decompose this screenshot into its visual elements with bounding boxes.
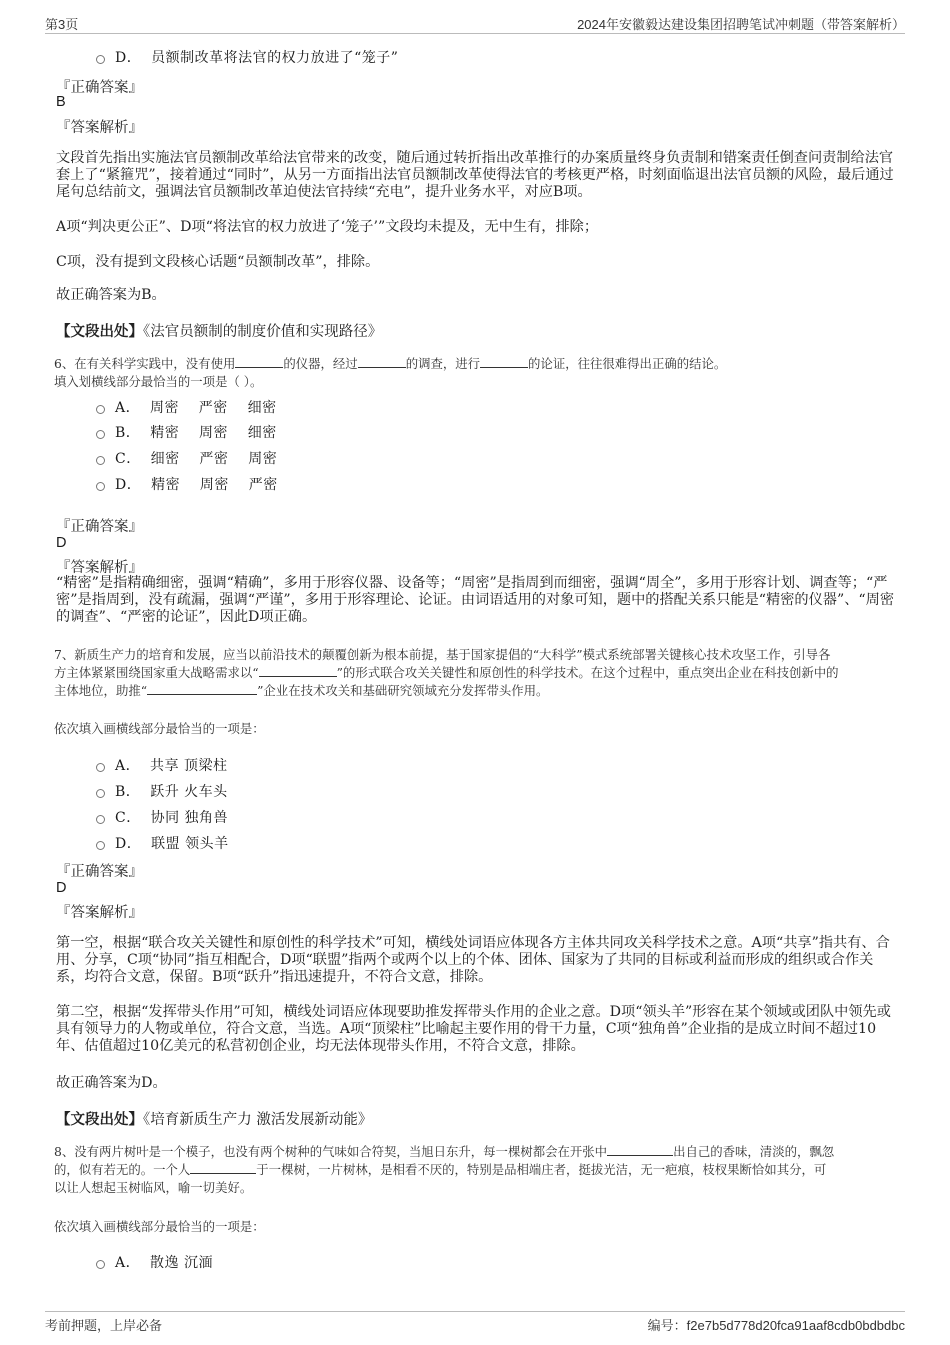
- q7-prompt: 依次填入画横线部分最恰当的一项是：: [54, 721, 265, 736]
- q7-stem: 7、新质生产力的培育和发展，应当以前沿技术的颠覆创新为根本前提，基于国家提倡的“大科学”模式系统部署关键核心技术攻坚工作，引导各 方主体紧紧围绕国家重大战略需求以“ ”的形式联合攻关关键性和原创性的科学技术。在这个过程中，重点突出企业在科技创新中的 主体地位，助推“ ”企业在技术攻关和基础研究领域充分发挥带头作用。: [54, 647, 839, 698]
- q7-answer: D: [56, 880, 67, 896]
- q5-analysis-p2: A项“判决更公正”、D项“将法官的权力放进了‘笼子’”文段均未提及，无中生有，排除；: [56, 219, 599, 235]
- q5-answer: B: [56, 94, 66, 110]
- source-prefix: 【文段出处】: [56, 323, 143, 340]
- q7-option-c[interactable]: C． 协同 独角兽: [96, 807, 228, 827]
- fill-blank: [190, 1173, 256, 1174]
- q8-option-a[interactable]: A． 散逸 沉湎: [96, 1252, 213, 1272]
- fill-blank: [480, 367, 528, 368]
- radio-icon[interactable]: [96, 456, 105, 465]
- q7-answer-label: 『正确答案』: [56, 864, 143, 880]
- page-header: [45, 14, 905, 34]
- q5-analysis-p1: 文段首先指出实施法官员额制改革给法官带来的改变，随后通过转折指出改革推行的办案质量终身负责制和错案责任倒查问责制给法官套上了“紧箍咒”，接着通过“同时”，从另一方面指出法官员额制改革使得法官的考核更严格，时刻面临退出法官员额的风险，最后通过尾句总结前文，强调法官员额制改革迫使法官持续“充电”，提升业务水平，对应B项。: [56, 150, 894, 200]
- source-title: 《培育新质生产力 激活发展新动能》: [143, 1112, 373, 1128]
- q7-analysis-p1: 第一空，根据“联合攻关关键性和原创性的科学技术”可知，横线处词语应体现各方主体共同攻关科学技术之意。A项“共享”指共有、合用、分享，C项“协同”指互相配合，D项“联盟”指两个或两个以上的个体、团体、国家为了共同的目标或利益而形成的组织或合作关系，均符合文意，保留。B项“跃升”指迅速提升，不符合文意，排除。: [56, 935, 890, 985]
- q6-stem: 6、在有关科学实践中，没有使用 的仪器，经过 的调查，进行 的论证，往往很难得出正确的结论。 填入划横线部分最恰当的一项是（ ）。: [54, 356, 727, 389]
- fill-blank: [607, 1155, 673, 1156]
- fill-blank: [259, 676, 337, 677]
- q5-analysis-p4: 故正确答案为B。: [56, 287, 166, 303]
- radio-icon[interactable]: [96, 789, 105, 798]
- q6-answer: D: [56, 535, 67, 551]
- q7-option-d[interactable]: D． 联盟 领头羊: [96, 833, 229, 853]
- q5-option-d[interactable]: D． 员额制改革将法官的权力放进了“笼子”: [96, 47, 398, 67]
- q5-answer-label: 『正确答案』: [56, 80, 143, 96]
- page-footer: [45, 1311, 905, 1333]
- q5-analysis-label: 『答案解析』: [56, 120, 143, 136]
- q7-source: [56, 1108, 372, 1129]
- q8-stem: 8、没有两片树叶是一个模子，也没有两个树种的气味如合符契，当旭日东升，每一棵树都会在开张中 出自己的香味，清淡的，飘忽 的，似有若无的。一个人 于一棵树，一片树林，是相看不厌的，特别是品相端庄者，挺拔光洁，无一疤痕，枝杈果断恰如其分，可 以让人想起玉树临风，喻一切美好。: [54, 1144, 835, 1195]
- q7-option-a[interactable]: A． 共享 顶梁柱: [96, 755, 227, 775]
- page-number: 第3页: [45, 17, 79, 32]
- q7-analysis-p2: 第二空，根据“发挥带头作用”可知，横线处词语应体现要助推发挥带头作用的企业之意。D项“领头羊”形容在某个领域或团队中领先或具有领导力的人物或单位，符合文意，当选。A项“顶梁柱”比喻起主要作用的骨干力量，C项“独角兽”企业指的是成立时间不超过10年、估值超过10亿美元的私营初创企业，均无法体现带头作用，不符合文意，排除。: [56, 1004, 891, 1054]
- q6-option-a[interactable]: A． 周密 严密 细密: [96, 397, 277, 417]
- q8-prompt: 依次填入画横线部分最恰当的一项是：: [54, 1219, 265, 1234]
- q6-option-d[interactable]: D． 精密 周密 严密: [96, 474, 278, 494]
- radio-icon[interactable]: [96, 430, 105, 439]
- radio-icon[interactable]: [96, 763, 105, 772]
- radio-icon[interactable]: [96, 405, 105, 414]
- document-id: 编号：f2e7b5d778d20fca91aaf8cdb0bdbdbc: [647, 1318, 905, 1333]
- document-title: 2024年安徽毅达建设集团招聘笔试冲刺题（带答案解析）: [577, 17, 905, 32]
- q6-answer-label: 『正确答案』: [56, 519, 143, 535]
- footer-slogan: 考前押题，上岸必备: [45, 1318, 163, 1333]
- radio-icon[interactable]: [96, 1260, 105, 1269]
- q7-analysis-label: 『答案解析』: [56, 905, 143, 921]
- source-title: 《法官员额制的制度价值和实现路径》: [143, 324, 383, 340]
- radio-icon[interactable]: [96, 55, 105, 64]
- fill-blank: [147, 694, 257, 695]
- fill-blank: [358, 367, 406, 368]
- fill-blank: [235, 367, 283, 368]
- q5-analysis-p3: C项，没有提到文段核心话题“员额制改革”，排除。: [56, 254, 380, 270]
- q7-option-b[interactable]: B． 跃升 火车头: [96, 781, 228, 801]
- q7-analysis-p3: 故正确答案为D。: [56, 1075, 167, 1091]
- radio-icon[interactable]: [96, 815, 105, 824]
- radio-icon[interactable]: [96, 841, 105, 850]
- q6-option-c[interactable]: C． 细密 严密 周密: [96, 448, 277, 468]
- q6-option-b[interactable]: B． 精密 周密 细密: [96, 422, 277, 442]
- q6-analysis: “精密”是指精确细密，强调“精确”，多用于形容仪器、设备等；“周密”是指周到而细密，强调“周全”，多用于形容计划、调查等；“严密”是指周到，没有疏漏，强调“严谨”，多用于形容理论、论证。由词语适用的对象可知，题中的搭配关系只能是“精密的仪器”、“周密的调查”、“严密的论证”，因此D项正确。: [56, 575, 895, 625]
- radio-icon[interactable]: [96, 482, 105, 491]
- q5-source: [56, 320, 382, 341]
- q6-analysis-label: 『答案解析』: [56, 560, 143, 576]
- source-prefix: 【文段出处】: [56, 1111, 143, 1128]
